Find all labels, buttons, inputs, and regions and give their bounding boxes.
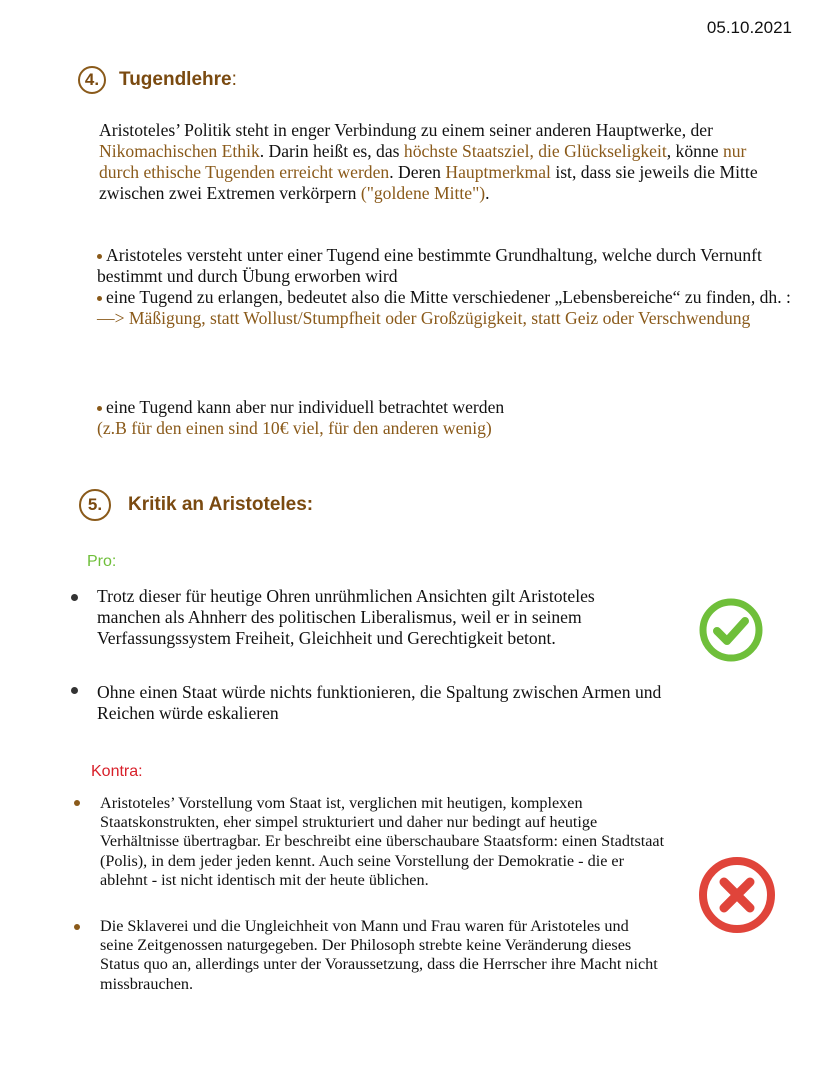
intro-text-4: . Deren [389,162,446,182]
section-number-4: 4. [78,66,106,94]
pro-label: Pro: [87,553,117,570]
tugend-bullet-list [97,245,809,329]
intro-text-1: Aristoteles’ Politik steht in enger Verbindung zu einem seiner anderen Hauptwerke, der [99,120,713,140]
bullet-dot-icon [74,800,80,806]
kontra-label: Kontra: [91,763,143,780]
intro-text-2: . Darin heißt es, das [259,141,404,161]
bullet-dot-icon [97,296,102,301]
tugend-bullet-1: Aristoteles versteht unter einer Tugend eine bestimmte Grundhaltung, welche durch Vernunft bestimmt und durch Übung erworben wird [97,245,762,286]
bullet-dot-icon [71,594,78,601]
check-circle-icon [698,597,764,663]
section-4-title: Tugendlehre [119,69,232,90]
tugend-bullet-3: eine Tugend kann aber nur individuell betrachtet werden [97,397,797,418]
intro-highlight-ethik: Nikomachischen Ethik [99,141,260,161]
pro-item-2: Ohne einen Staat würde nichts funktionieren, die Spaltung zwischen Armen und Reichen würde eskalieren [97,682,662,723]
section-number-5: 5. [79,489,111,521]
kontra-item-1: Aristoteles’ Vorstellung vom Staat ist, verglichen mit heutigen, komplexen Staatskonstrukten, eher simpel strukturiert und daher nur bedingt auf heutige Verhältnisse übertragbar. Er beschreibt eine überschaubare Staatsform: einen Stadtstaat (Polis), in dem jeder jeden kennt. Auch seine Vorstellung der Demokratie - die er ablehnt - ist nicht identisch mit der heute üblichen. [100,794,665,889]
bullet-dot-icon [71,687,78,694]
pro-item-1: Trotz dieser für heutige Ohren unrühmlichen Ansichten gilt Aristoteles manchen als Ahnherr des politischen Liberalismus, weil er in seinem Verfassungssystem Freiheit, Gleichheit und Gerechtigkeit betont. [97,586,595,648]
tugend-arrow-line: —> Mäßigung, statt Wollust/Stumpfheit oder Großzügigkeit, statt Geiz oder Verschwendung [97,308,751,328]
intro-highlight-goldene-mitte: ("goldene Mitte") [360,183,486,203]
tugend-bullet-2: eine Tugend zu erlangen, bedeutet also die Mitte verschiedener „Lebensbereiche“ zu finden, dh. : [97,287,809,308]
intro-text-6: . [485,183,490,203]
bullet-dot-icon [97,406,102,411]
intro-highlight-tugenden: nur durch ethische Tugenden erreicht werden [99,141,747,182]
tugend-individual [97,397,797,439]
x-circle-icon [697,855,777,935]
kontra-item-2: Die Sklaverei und die Ungleichheit von Mann und Frau waren für Aristoteles und seine Zeitgenossen naturgegeben. Der Philosoph strebte keine Veränderung dieses Status quo an, allerdings unter der Voraussetzung, dass die Herrscher ihre Macht nicht missbrauchen. [100,917,658,993]
intro-text-5: ist, dass sie jeweils die Mitte zwischen zwei Extremen verkörpern [99,162,758,203]
tugend-example: (z.B für den einen sind 10€ viel, für den anderen wenig) [97,418,492,438]
intro-highlight-hauptmerkmal: Hauptmerkmal [445,162,551,182]
intro-highlight-staatsziel: höchste Staatsziel, die Glückseligkeit [403,141,667,161]
intro-text-3: , könne [666,141,723,161]
document-date: 05.10.2021 [706,18,792,37]
section-4-heading [119,69,237,91]
section-4-colon: : [231,69,237,90]
bullet-dot-icon [97,254,102,259]
section-5-title: Kritik an Aristoteles: [128,494,314,515]
tugend-intro-paragraph [99,120,789,204]
bullet-dot-icon [74,924,80,930]
